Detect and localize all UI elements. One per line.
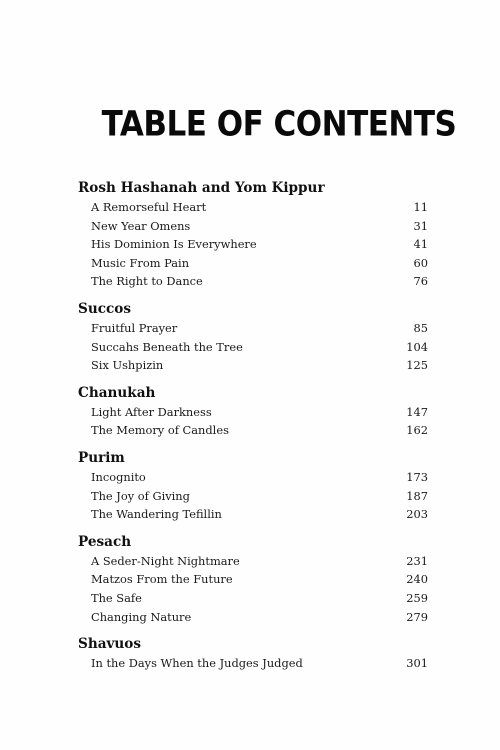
- section-heading: Pesach: [78, 533, 132, 550]
- toc-entry[interactable]: [78, 505, 428, 524]
- entry-title: Fruitful Prayer: [91, 320, 178, 335]
- entry-page-number: 259: [406, 590, 428, 605]
- entry-title: The Joy of Giving: [91, 488, 190, 503]
- entry-title: His Dominion Is Everywhere: [91, 237, 257, 252]
- entry-title: A Seder-Night Nightmare: [91, 553, 240, 568]
- toc-entry[interactable]: [78, 356, 428, 375]
- toc-entry[interactable]: [78, 421, 428, 440]
- entry-page-number: 173: [406, 469, 428, 484]
- entry-page-number: 85: [413, 320, 428, 335]
- entry-page-number: 147: [406, 404, 428, 419]
- entry-title: Changing Nature: [91, 609, 192, 624]
- entry-page-number: 41: [413, 237, 428, 252]
- toc-list: [78, 178, 428, 673]
- page-title: TABLE OF CONTENTS: [101, 104, 457, 145]
- toc-entry[interactable]: [78, 198, 428, 217]
- entry-title: A Remorseful Heart: [91, 200, 207, 214]
- entry-page-number: 203: [406, 507, 428, 522]
- entry-page-number: 125: [406, 358, 428, 373]
- toc-entry[interactable]: [78, 338, 428, 357]
- entry-title: New Year Omens: [91, 218, 191, 233]
- toc-section: [78, 532, 428, 626]
- entry-title: In the Days When the Judges Judged: [91, 656, 303, 671]
- entry-page-number: 104: [406, 339, 428, 354]
- section-heading: Chanukah: [78, 384, 156, 401]
- entry-title: Matzos From the Future: [91, 572, 233, 587]
- toc-entry[interactable]: [78, 468, 428, 487]
- toc-entry[interactable]: [78, 235, 428, 254]
- entry-page-number: 11: [413, 200, 428, 214]
- entry-page-number: 301: [406, 656, 428, 671]
- toc-entry[interactable]: [78, 403, 428, 422]
- entry-page-number: 162: [406, 423, 428, 438]
- toc-section: [78, 448, 428, 524]
- entry-title: Incognito: [91, 469, 146, 484]
- entry-page-number: 279: [406, 609, 428, 624]
- toc-entry[interactable]: [78, 217, 428, 236]
- toc-section: [78, 634, 428, 673]
- entry-title: The Memory of Candles: [91, 423, 229, 438]
- entry-title: Music From Pain: [91, 255, 190, 270]
- entry-title: The Safe: [91, 590, 142, 605]
- toc-entry[interactable]: [78, 319, 428, 338]
- entry-title: Six Ushpizin: [91, 358, 164, 373]
- toc-entry[interactable]: [78, 254, 428, 273]
- toc-entry[interactable]: [78, 487, 428, 506]
- entry-page-number: 76: [413, 274, 428, 289]
- entry-page-number: 231: [406, 553, 428, 568]
- section-heading: Rosh Hashanah and Yom Kippur: [78, 180, 325, 196]
- toc-entry[interactable]: [78, 608, 428, 627]
- entry-title: The Wandering Tefillin: [91, 507, 222, 522]
- toc-entry[interactable]: [78, 589, 428, 608]
- toc-entry[interactable]: [78, 272, 428, 291]
- entry-page-number: 240: [406, 572, 428, 587]
- toc-section: [78, 299, 428, 375]
- section-heading: Succos: [78, 300, 131, 317]
- section-heading: Shavuos: [78, 636, 142, 653]
- toc-section: [78, 383, 428, 440]
- toc-entry[interactable]: [78, 654, 428, 673]
- toc-entry[interactable]: [78, 570, 428, 589]
- toc-entry[interactable]: [78, 552, 428, 571]
- entry-title: The Right to Dance: [91, 274, 203, 289]
- entry-title: Light After Darkness: [91, 404, 212, 419]
- toc-section: [78, 178, 428, 291]
- entry-page-number: 31: [413, 218, 428, 233]
- entry-page-number: 187: [406, 488, 428, 503]
- entry-page-number: 60: [413, 255, 428, 270]
- section-heading: Purim: [78, 449, 125, 466]
- entry-title: Succahs Beneath the Tree: [91, 339, 243, 354]
